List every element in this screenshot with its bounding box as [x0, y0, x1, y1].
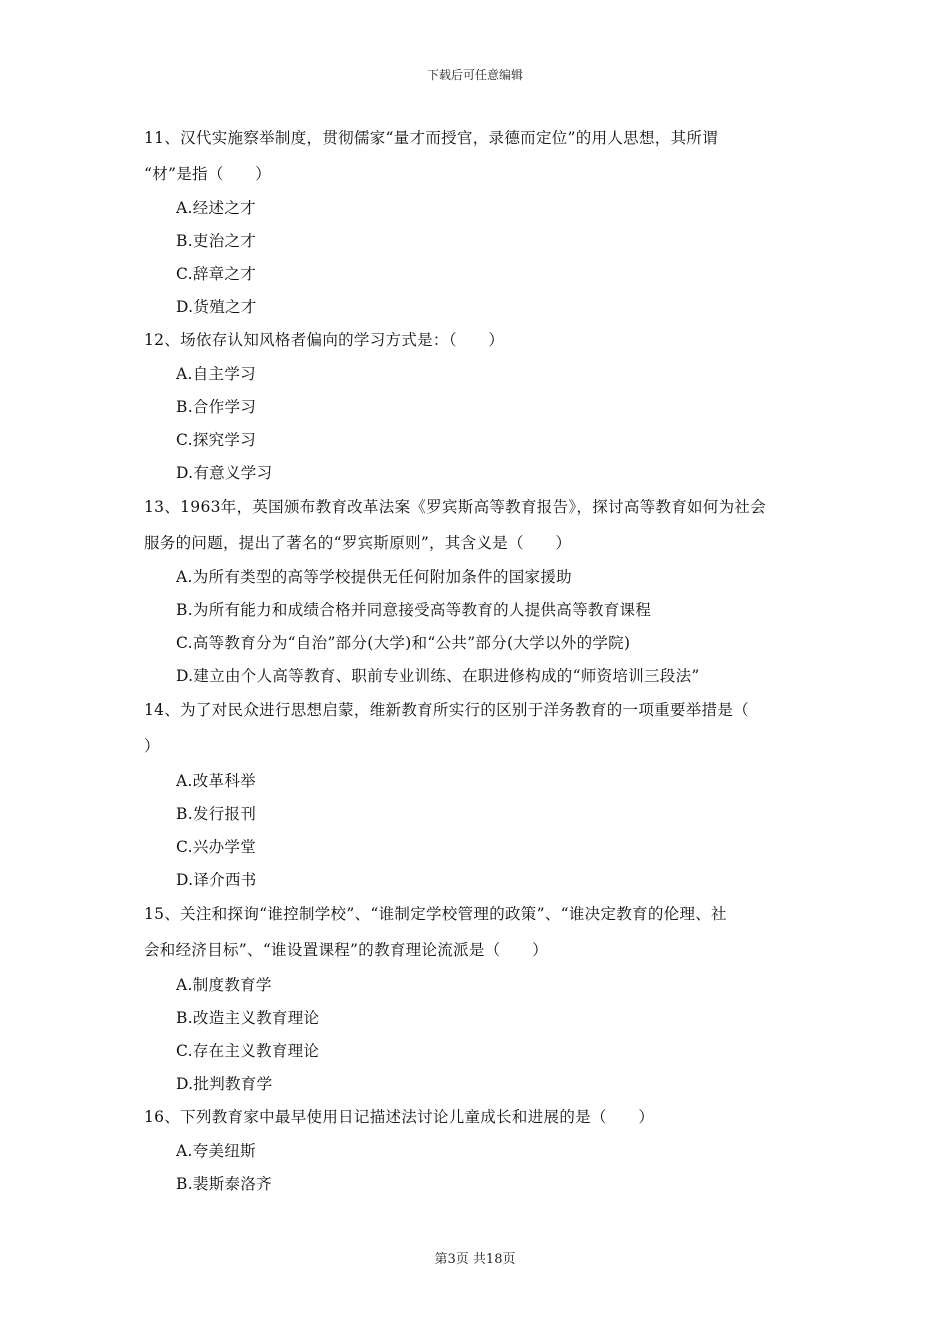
- question-13-line-1: 13、1963年，英国颁布教育改革法案《罗宾斯高等教育报告》，探讨高等教育如何为社会: [144, 498, 767, 516]
- question-11-option-c: C.辞章之才: [176, 265, 257, 283]
- question-14-option-a: A.改革科举: [176, 772, 256, 790]
- question-13-option-c: C.高等教育分为“自治”部分(大学)和“公共”部分(大学以外的学院): [176, 634, 631, 652]
- page-header: 下载后可任意编辑: [426, 68, 523, 82]
- question-12-option-d: D.有意义学习: [176, 464, 273, 482]
- question-15-option-c: C.存在主义教育理论: [176, 1042, 320, 1060]
- question-12-option-b: B.合作学习: [176, 398, 257, 416]
- question-12-option-a: A.自主学习: [176, 365, 256, 383]
- question-15-option-a: A.制度教育学: [176, 976, 272, 994]
- question-16-line-1: 16、下列教育家中最早使用日记描述法讨论儿童成长和进展的是（ ）: [144, 1108, 655, 1126]
- question-14-line-1: 14、为了对民众进行思想启蒙，维新教育所实行的区别于洋务教育的一项重要举措是（: [144, 701, 749, 719]
- question-11-option-d: D.货殖之才: [176, 298, 257, 316]
- question-16-option-a: A.夸美纽斯: [176, 1142, 256, 1160]
- question-11-option-a: A.经述之才: [176, 199, 256, 217]
- question-16-option-b: B.裴斯泰洛齐: [176, 1175, 272, 1193]
- question-15-option-b: B.改造主义教育理论: [176, 1009, 320, 1027]
- question-15-line-1: 15、关注和探询“谁控制学校”、“谁制定学校管理的政策”、“谁决定教育的伦理、社: [144, 905, 727, 923]
- question-13-option-d: D.建立由个人高等教育、职前专业训练、在职进修构成的“师资培训三段法”: [176, 667, 700, 685]
- question-12-option-c: C.探究学习: [176, 431, 257, 449]
- question-15-option-d: D.批判教育学: [176, 1075, 273, 1093]
- question-13-option-a: A.为所有类型的高等学校提供无任何附加条件的国家援助: [176, 568, 572, 586]
- page-footer: 第3页 共18页: [434, 1252, 516, 1267]
- question-15-line-2: 会和经济目标”、“谁设置课程”的教育理论流派是（ ）: [144, 941, 548, 959]
- question-14-line-2: ）: [144, 737, 160, 755]
- question-11-line-2: “材”是指（ ）: [144, 165, 272, 183]
- question-12-line-1: 12、场依存认知风格者偏向的学习方式是：（ ）: [144, 331, 505, 349]
- question-13-option-b: B.为所有能力和成绩合格并同意接受高等教育的人提供高等教育课程: [176, 601, 652, 619]
- question-11-line-1: 11、汉代实施察举制度，贯彻儒家“量才而授官，录德而定位”的用人思想，其所谓: [144, 129, 718, 147]
- question-14-option-d: D.译介西书: [176, 871, 257, 889]
- question-14-option-c: C.兴办学堂: [176, 838, 257, 856]
- question-13-line-2: 服务的问题，提出了著名的“罗宾斯原则”，其含义是（ ）: [144, 534, 572, 552]
- question-11-option-b: B.吏治之才: [176, 232, 257, 250]
- question-14-option-b: B.发行报刊: [176, 805, 257, 823]
